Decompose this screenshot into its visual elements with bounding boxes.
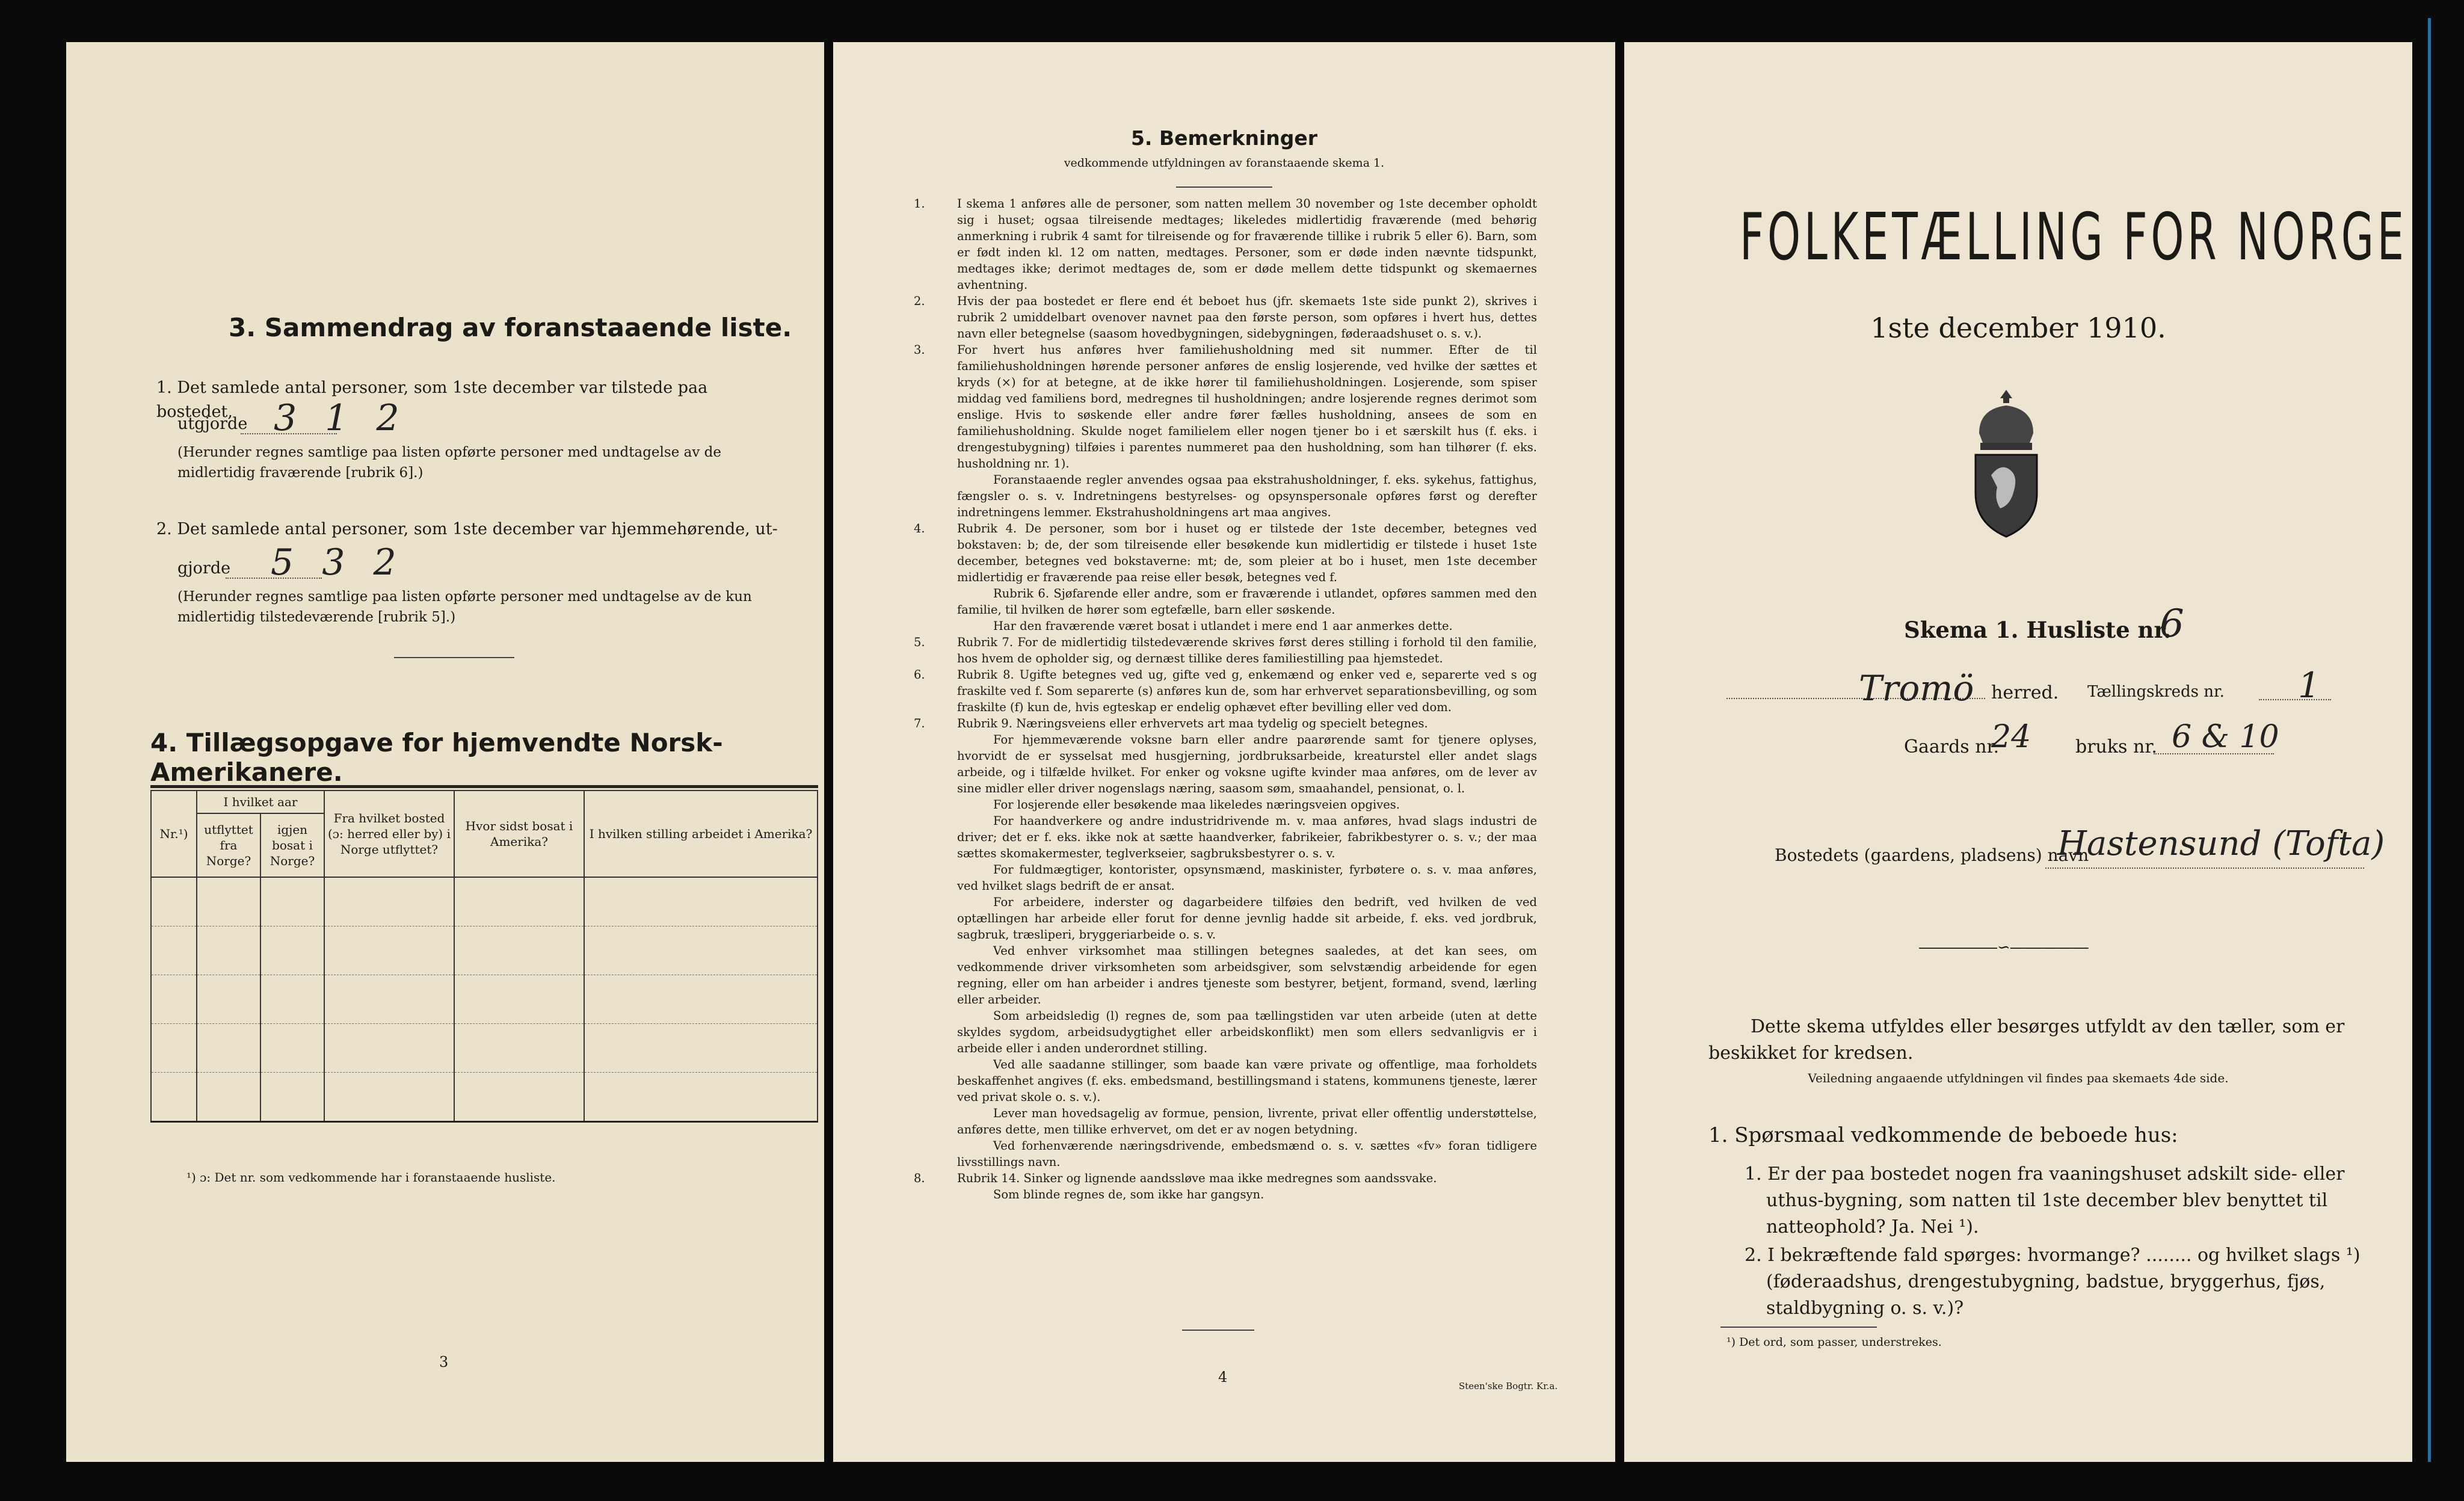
- bosted-label: Bostedets (gaardens, pladsens) navn: [1775, 845, 2089, 865]
- table-row: [151, 1024, 818, 1073]
- page-4: [833, 42, 1615, 1462]
- norsk-amerikanere-table: [150, 790, 818, 1123]
- page-number: 3: [439, 1354, 449, 1370]
- herred-label: herred.: [1991, 682, 2059, 703]
- remark-number: 5.: [914, 635, 925, 649]
- divider: [1176, 186, 1272, 188]
- section-4-title: 4. Tillægsopgave for hjemvendte Norsk-Amerikanere.: [150, 728, 723, 787]
- remark-paragraph: [914, 293, 1537, 342]
- remark-paragraph: [914, 1170, 1537, 1186]
- remark-text: For losjerende eller besøkende maa likeledes næringsveien opgives.: [993, 798, 1400, 812]
- remark-text: I skema 1 anføres alle de personer, som natten mellem 30 november og 1ste december opholdt sig i huset; ogsaa tilreisende medtages; likeledes midlertidig fraværende (med behørig anmerkning i rubrik 4 samt for tilreisende og for fraværende tillike i rubrik 5 eller 6). Barn, som er født inden kl. 12 om natten, medtages. Personer, som er døde inden nævnte tidspunkt, medtages ikke; derimot medtages de, som er døde mellem dette tidspunkt og skemaernes avhentning.: [957, 197, 1537, 292]
- table-row: [151, 1073, 818, 1122]
- remark-text: Ved alle saadanne stillinger, som baade kan være private og offentlige, maa forholdets beskaffenhet angives (f. eks. embedsmand, bestillingsmand i statens, kommunens tjeneste, lærer ved privat skole o. s. v.).: [957, 1058, 1537, 1104]
- col-bosted: Fra hvilket bosted (ɔ: herred eller by) i Norge utflyttet?: [324, 791, 454, 877]
- skema-value: 6: [2160, 602, 2184, 646]
- remark-paragraph: [935, 585, 1537, 618]
- divider: [1182, 1330, 1254, 1331]
- item-2-line: 2. Det samlede antal personer, som 1ste december var hjemmehørende, ut-: [156, 520, 778, 538]
- intro-note: Veiledning angaaende utfyldningen vil findes paa skemaets 4de side.: [1808, 1071, 2229, 1085]
- remark-text: For arbeidere, inderster og dagarbeidere tilføies den bedrift, ved hvilken de ved optællingen har arbeide eller forut for denne jevnlig hadde sit arbeide, f. eks. ved jordbruk, sagbruk, træsliperi, bryggeriarbeide o. s. v.: [957, 895, 1537, 942]
- remark-number: 7.: [914, 717, 925, 730]
- remark-text: Rubrik 8. Ugifte betegnes ved ug, gifte ved g, enkemænd og enker ved e, separerte ved s og fraskilte ved f. Som separerte (s) anføres kun de, som har erhvervet separationsbevilling, og som fraskilte (f) kun de, hvis egteskap er endelig ophævet efter bevilling eller ved dom.: [957, 668, 1537, 714]
- remark-text: Rubrik 4. De personer, som bor i huset og er tilstede der 1ste december, betegnes ved bokstaven: b; de, der som tilreisende eller besøkende kun midlertidig er tilstede i huset 1ste december, betegnes ved bokstaverne: mt; de, som pleier at bo i huset, men 1ste december midlertidig er fraværende paa reise eller besøk, betegnes ved f.: [957, 522, 1537, 584]
- remark-number: 2.: [914, 294, 925, 308]
- bruks-label: bruks nr.: [2075, 736, 2157, 757]
- census-date: 1ste december 1910.: [1870, 312, 2166, 344]
- remark-text: Som blinde regnes de, som ikke har gangsyn.: [993, 1188, 1264, 1201]
- bosted-dotline: [2045, 868, 2364, 869]
- item-2-label: gjorde: [177, 559, 231, 578]
- remark-text: Rubrik 9. Næringsveiens eller erhvervets art maa tydelig og specielt betegnes.: [957, 717, 1428, 730]
- table-row: [151, 926, 818, 975]
- remark-text: Ved forhenværende næringsdrivende, embedsmænd o. s. v. sættes «fv» foran tidligere livsstillings navn.: [957, 1139, 1537, 1169]
- edge-strip: [2428, 18, 2431, 1462]
- remark-text: Har den fraværende været bosat i utlandet i mere end 1 aar anmerkes dette.: [993, 619, 1453, 633]
- col-nr: Nr.¹): [151, 791, 197, 877]
- ornament-divider: ―――――∽―――――: [1919, 939, 2089, 957]
- divider: [394, 657, 514, 658]
- title-page: [1624, 42, 2412, 1462]
- remark-number: 3.: [914, 343, 925, 357]
- remark-paragraph: [914, 667, 1537, 715]
- skema-label: Skema 1. Husliste nr.: [1904, 617, 2172, 643]
- main-title: FOLKETÆLLING FOR NORGE: [1740, 200, 2407, 275]
- question-2: 2. I bekræftende fald spørges: hvormange? ........ og hvilket slags ¹) (føderaadshus, drengestubygning, badstue, bryggerhus, fjøs, staldbygning o. s. v.)?: [1745, 1245, 2361, 1319]
- remark-paragraph: [935, 894, 1537, 943]
- remark-paragraph: [935, 732, 1537, 797]
- remark-paragraph: [935, 1105, 1537, 1138]
- bosted-value: Hastensund (Tofta): [2057, 824, 2385, 863]
- gaards-label: Gaards nr.: [1904, 736, 2000, 757]
- remark-number: 6.: [914, 668, 925, 682]
- remarks-list: [914, 196, 1537, 1203]
- remark-paragraph: [914, 520, 1537, 585]
- remark-paragraph: [935, 1056, 1537, 1105]
- item-1-label: utgjorde: [177, 415, 248, 433]
- remark-text: Rubrik 6. Sjøfarende eller andre, som er fraværende i utlandet, opføres sammen med den familie, til hvilken de hører som egtefælle, barn eller søskende.: [957, 587, 1537, 617]
- gaards-value: 24: [1991, 719, 2031, 755]
- remark-text: Rubrik 14. Sinker og lignende aandssløve maa ikke medregnes som aandssvake.: [957, 1171, 1437, 1185]
- remarks-subtitle: vedkommende utfyldningen av foranstaaende skema 1.: [1064, 156, 1385, 170]
- coat-of-arms-icon: [1967, 385, 2045, 544]
- remark-number: 8.: [914, 1171, 925, 1185]
- remark-text: For fuldmægtiger, kontorister, opsynsmænd, maskinister, fyrbøtere o. s. v. maa anføres, ved hvilket slags bedrift de er ansat.: [957, 863, 1537, 893]
- remark-paragraph: [935, 472, 1537, 520]
- remark-text: Ved enhver virksomhet maa stillingen betegnes saaledes, at det kan sees, om vedkommende driver virksomheten som arbeidsgiver, som selvstændig arbeidende for egen regning, eller om han arbeider i andres tjeneste som bestyrer, betjent, formand, svend, lærling eller arbeider.: [957, 944, 1537, 1006]
- remark-paragraph: [914, 196, 1537, 293]
- remark-paragraph: [935, 861, 1537, 894]
- footnote-rule: [1720, 1327, 1877, 1328]
- question-1: 1. Er der paa bostedet nogen fra vaaningshuset adskilt side- eller uthus-bygning, som natten til 1ste december blev benyttet til natteophold? Ja. Nei ¹).: [1745, 1164, 2345, 1237]
- remark-paragraph: [935, 618, 1537, 634]
- remark-paragraph: [935, 1008, 1537, 1056]
- remark-text: Rubrik 7. For de midlertidig tilstedeværende skrives først deres stilling i forhold til den familie, hos hvem de opholder sig, og dernæst tillike deres familiestilling paa hjemstedet.: [957, 635, 1537, 665]
- item-1-line: 1. Det samlede antal personer, som 1ste december var tilstede paa bostedet,: [156, 378, 708, 421]
- remark-paragraph: [935, 1186, 1537, 1203]
- remark-paragraph: [935, 813, 1537, 861]
- item-1-value: 3 1 2: [274, 397, 408, 439]
- remarks-title: 5. Bemerkninger: [1130, 126, 1318, 150]
- questions-heading: 1. Spørsmaal vedkommende de beboede hus:: [1708, 1123, 2178, 1147]
- remark-text: Lever man hovedsagelig av formue, pension, livrente, privat eller offentlig understøttelse, anføres dette, men tillike erhvervet, om det er av nogen betydning.: [957, 1106, 1537, 1136]
- herred-value: Tromö: [1859, 668, 1974, 709]
- remark-paragraph: [935, 943, 1537, 1008]
- kreds-value: 1: [2298, 665, 2320, 706]
- intro-text: Dette skema utfyldes eller besørges utfyldt av den tæller, som er beskikket for kredsen.: [1708, 1016, 2345, 1064]
- col-stilling: I hvilken stilling arbeidet i Amerika?: [584, 791, 818, 877]
- col-igjen: igjen bosat i Norge?: [260, 813, 324, 877]
- remark-text: Foranstaaende regler anvendes ogsaa paa ekstrahusholdninger, f. eks. sykehus, fattighus, fængsler o. s. v. Indretningens bestyrelses- og opsynspersonale opføres først og derefter indretningens lemmer. Ekstrahusholdningens art maa angives.: [957, 473, 1537, 519]
- remark-paragraph: [914, 342, 1537, 472]
- kreds-dotline: [2259, 699, 2331, 700]
- remark-number: 1.: [914, 197, 925, 211]
- item-1-note: (Herunder regnes samtlige paa listen opførte personer med undtagelse av de midlertidig fraværende [rubrik 6].): [177, 445, 721, 481]
- table-row: [151, 877, 818, 926]
- remark-text: For hvert hus anføres hver familiehusholdning med sit nummer. Efter de til familiehusholdningen hørende personer anføres de enslig losjerende, ved hvilke der sættes et kryds (×) for at betegne, at de ikke hører til familiehusholdningen. Losjerende, som spiser middag ved familiens bord, medregnes til husholdningen; andre losjerende regnes derimot som enslige. Hvis to søskende eller andre fører fælles husholdning, ansees de som en familiehusholdning. Skulde noget familielem eller nogen tjener bo i et særskilt hus (f. eks. i drengestubygning) tilføies i parentes nummeret paa den husholdning, som han tilhører (f. eks. husholdning nr. 1).: [957, 343, 1537, 470]
- remark-paragraph: [914, 634, 1537, 667]
- remark-paragraph: [914, 715, 1537, 732]
- bruks-value: 6 & 10: [2172, 719, 2279, 755]
- remark-text: Hvis der paa bostedet er flere end ét beboet hus (jfr. skemaets 1ste side punkt 2), skrives i rubrik 2 umiddelbart ovenover navnet paa den første person, som opføres i hvert hus, dettes navn eller betegnelse (saasom hovedbygningen, sidebygningen, føderaadshuset o. s. v.).: [957, 294, 1537, 341]
- remark-paragraph: [935, 1138, 1537, 1170]
- page-3: [66, 42, 824, 1462]
- section-3-title: 3. Sammendrag av foranstaaende liste.: [229, 313, 792, 342]
- kreds-label: Tællingskreds nr.: [2087, 683, 2225, 701]
- item-2-value: 5 3 2: [271, 541, 405, 584]
- remark-paragraph: [935, 797, 1537, 813]
- table-top-rule: [150, 785, 818, 788]
- remark-number: 4.: [914, 522, 925, 535]
- col-utflyttet: utflyttet fra Norge?: [197, 813, 260, 877]
- table-row: [151, 975, 818, 1024]
- col-aar: I hvilket aar: [197, 791, 324, 813]
- footnote: ¹) ɔ: Det nr. som vedkommende har i foranstaaende husliste.: [186, 1170, 556, 1185]
- remark-text: Som arbeidsledig (l) regnes de, som paa tællingstiden var uten arbeide (uten at dette skyldes sygdom, arbeidsudygtighet eller arbeidskonflikt) men som ellers sedvanligvis er i arbeide eller i anden underordnet stilling.: [957, 1009, 1537, 1055]
- col-amerika: Hvor sidst bosat i Amerika?: [454, 791, 584, 877]
- remark-text: For hjemmeværende voksne barn eller andre paarørende samt for tjenere oplyses, hvorvidt de er sysselsat med husgjerning, jordbruksarbeide, kreaturstel eller andet slags arbeide, og i tilfælde hvilket. For enker og voksne ugifte kvinder maa anføres, om de lever av sine midler eller driver nogenslags næring, saasom søm, smaahandel, pensionat, o. l.: [957, 733, 1537, 795]
- item-2-note: (Herunder regnes samtlige paa listen opførte personer med undtagelse av de kun midlertidig tilstedeværende [rubrik 5].): [177, 589, 752, 625]
- bruks-dotline: [2154, 753, 2274, 754]
- printer-mark: Steen'ske Bogtr. Kr.a.: [1459, 1381, 1558, 1392]
- page-number: 4: [1218, 1369, 1228, 1385]
- remark-text: For haandverkere og andre industridrivende m. v. maa anføres, hvad slags industri de driver; det er f. eks. ikke nok at sætte haandverker, fabrikeier, fabrikbestyrer o. s. v.; der maa sættes skomakermester, teglverkseier, sagbruksbestyrer o. s. v.: [957, 814, 1537, 860]
- footnote: ¹) Det ord, som passer, understrekes.: [1726, 1336, 1942, 1349]
